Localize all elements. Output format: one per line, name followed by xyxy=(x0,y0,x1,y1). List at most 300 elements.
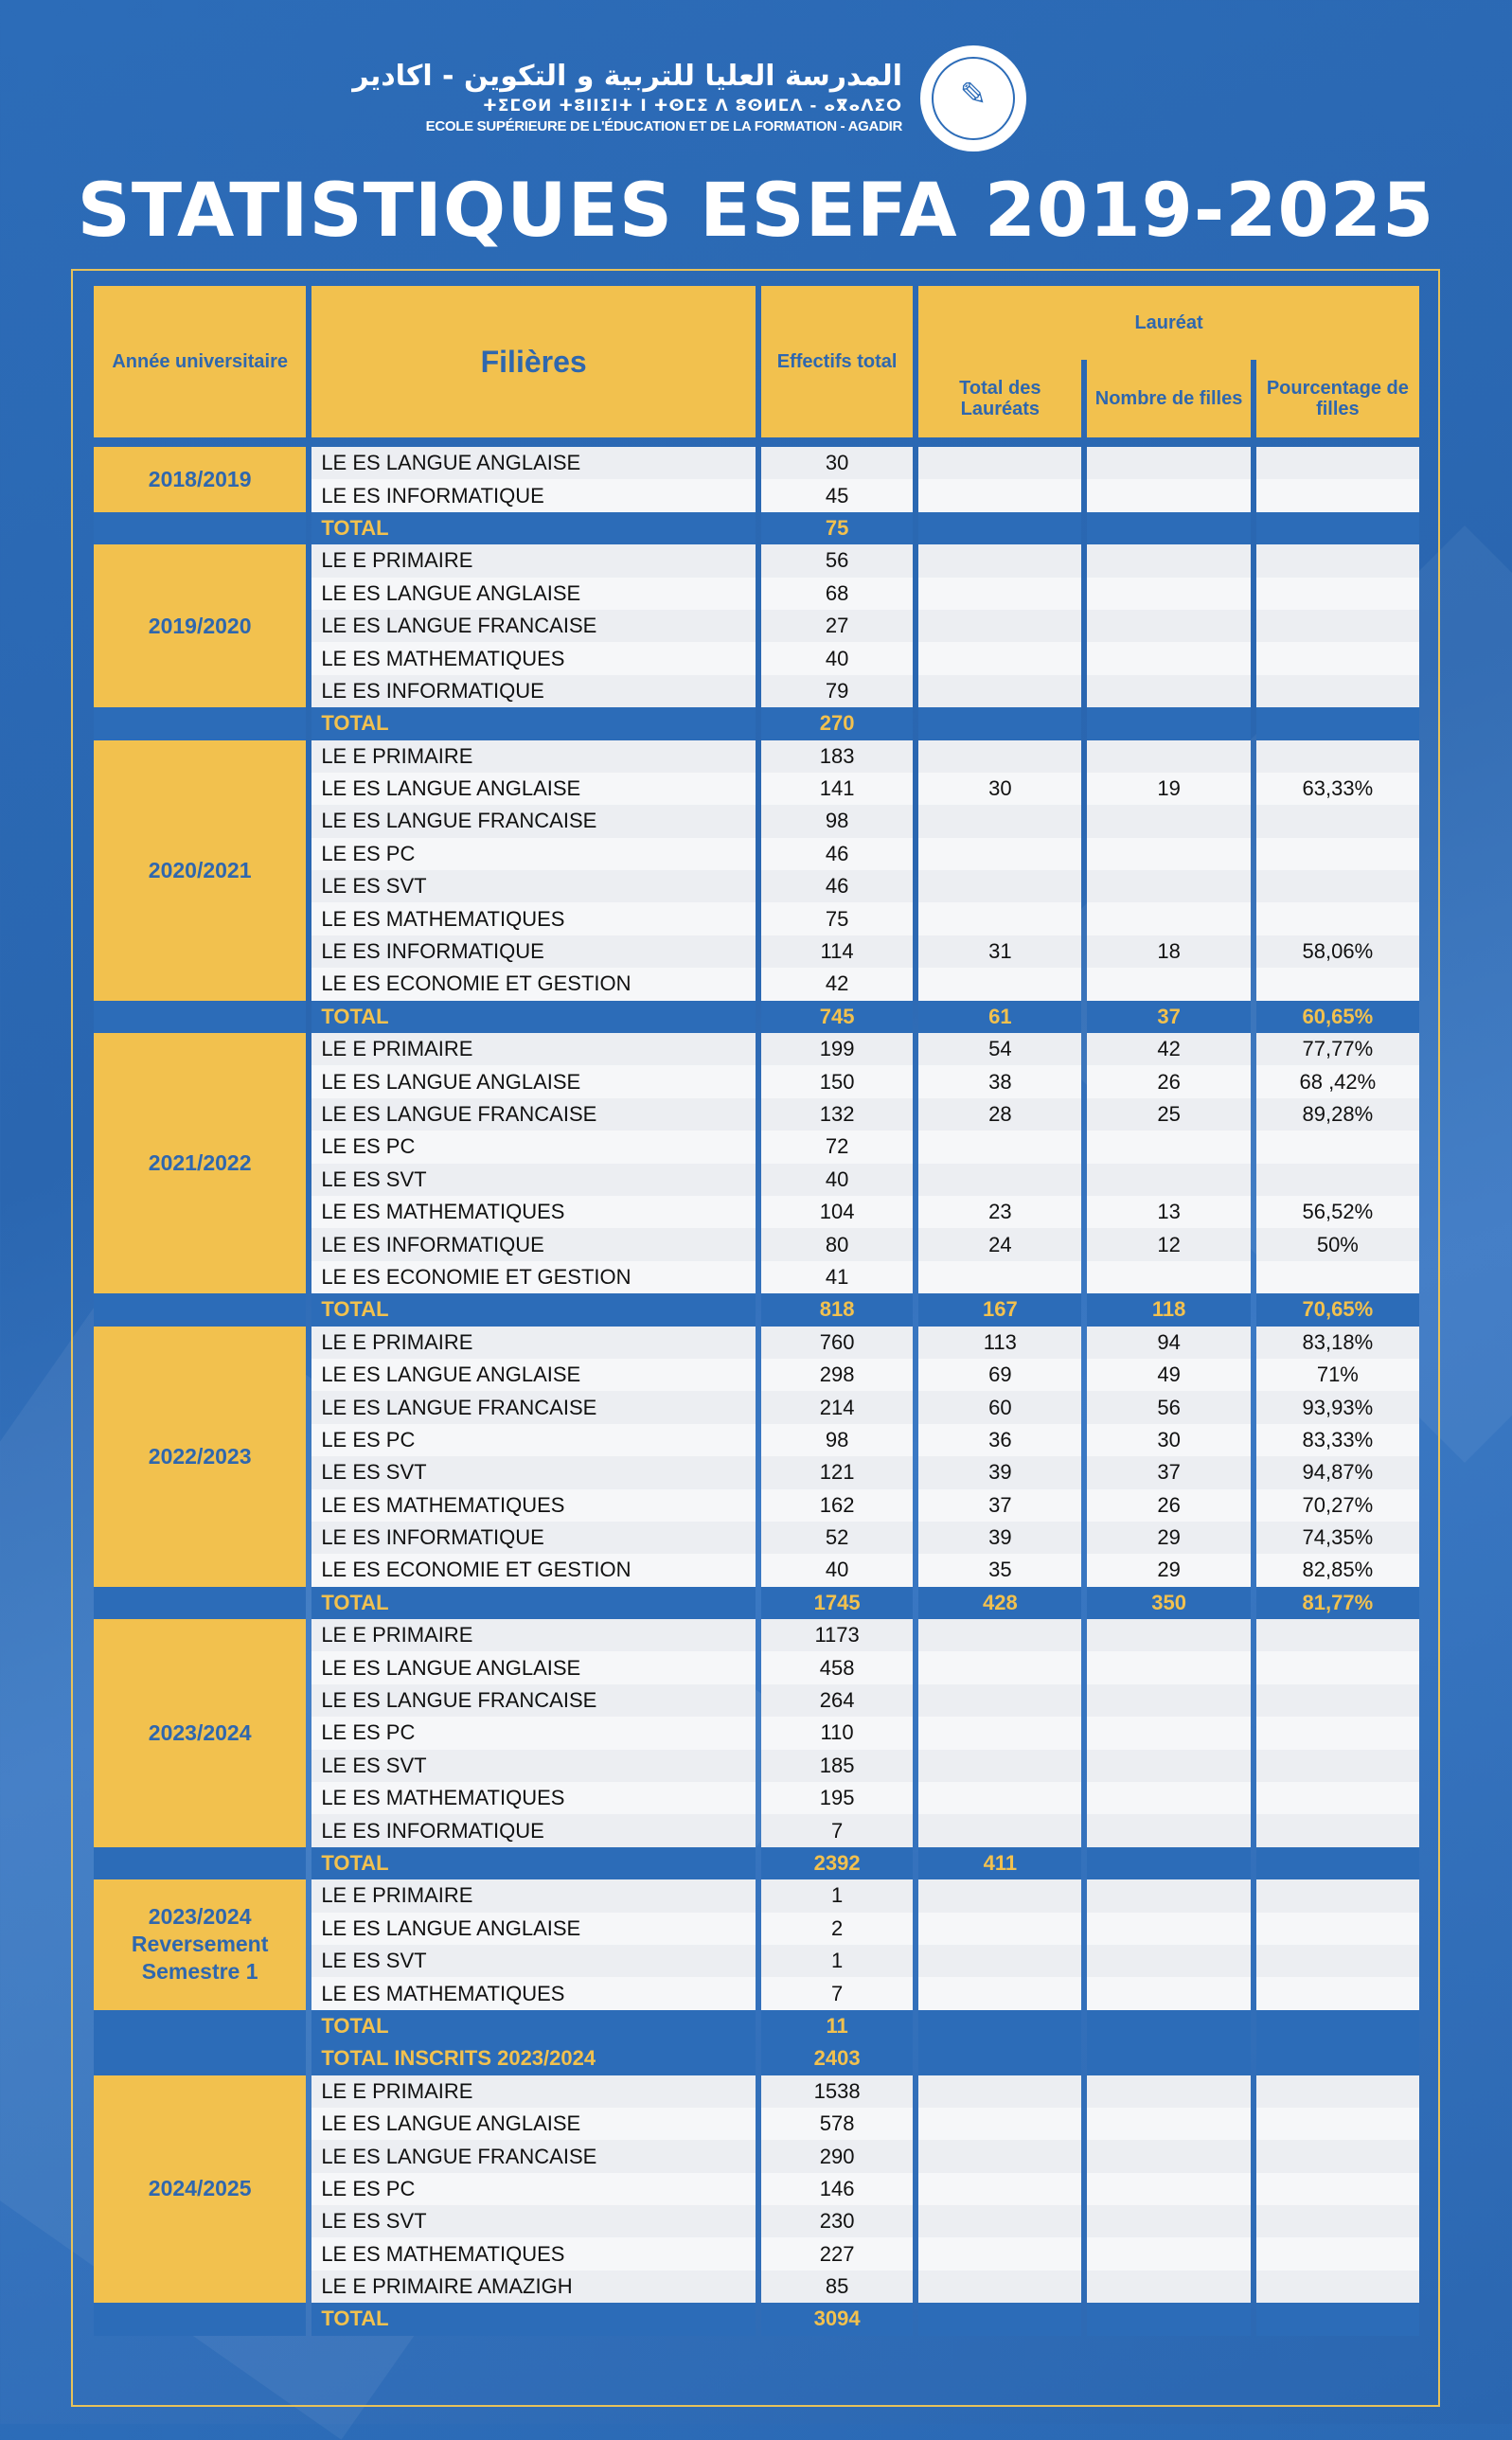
total-laureats xyxy=(918,2042,1081,2075)
laureats-cell xyxy=(918,902,1081,935)
filles-cell xyxy=(1087,1651,1250,1683)
pct-cell xyxy=(1256,1945,1419,1977)
pct-cell xyxy=(1256,2205,1419,2237)
filiere-cell: LE ES SVT xyxy=(311,1164,756,1196)
pct-cell xyxy=(1256,610,1419,642)
effectif-cell: 79 xyxy=(761,675,913,707)
pct-cell xyxy=(1256,2173,1419,2205)
effectif-cell: 185 xyxy=(761,1750,913,1782)
total-filles xyxy=(1087,2042,1250,2075)
filles-cell xyxy=(1087,740,1250,773)
total-filles xyxy=(1087,707,1250,739)
pct-cell: 63,33% xyxy=(1256,773,1419,805)
header-laureat: Lauréat xyxy=(918,286,1419,360)
effectif-cell: 45 xyxy=(761,479,913,511)
laureats-cell: 69 xyxy=(918,1359,1081,1391)
laureats-cell xyxy=(918,610,1081,642)
effectif-cell: 150 xyxy=(761,1065,913,1097)
total-laureats xyxy=(918,707,1081,739)
laureats-cell xyxy=(918,838,1081,870)
effectif-cell: 98 xyxy=(761,1424,913,1456)
filles-cell: 18 xyxy=(1087,935,1250,968)
laureats-cell xyxy=(918,642,1081,674)
year-cell: 2021/2022 xyxy=(94,1033,306,1293)
filles-cell: 42 xyxy=(1087,1033,1250,1065)
total-laureats: 428 xyxy=(918,1587,1081,1619)
school-name-arabic: المدرسة العليا للتربية و التكوين - اكادير xyxy=(352,60,902,93)
filles-cell xyxy=(1087,1619,1250,1651)
pct-cell: 83,18% xyxy=(1256,1327,1419,1359)
effectif-cell: 264 xyxy=(761,1684,913,1717)
total-row xyxy=(94,1001,1419,1033)
filiere-cell: LE ES INFORMATIQUE xyxy=(311,1228,756,1260)
effectif-cell: 227 xyxy=(761,2237,913,2270)
total-row xyxy=(94,512,1419,544)
pct-cell: 58,06% xyxy=(1256,935,1419,968)
total-pct: 60,65% xyxy=(1256,1001,1419,1033)
year-cell: 2024/2025 xyxy=(94,2075,306,2304)
filles-cell xyxy=(1087,2140,1250,2172)
laureats-cell: 54 xyxy=(918,1033,1081,1065)
filles-cell xyxy=(1087,2205,1250,2237)
total-laureats xyxy=(918,2010,1081,2042)
effectif-cell: 146 xyxy=(761,2173,913,2205)
effectif-cell: 183 xyxy=(761,740,913,773)
filles-cell xyxy=(1087,1879,1250,1912)
filiere-cell: LE ES PC xyxy=(311,1131,756,1163)
effectif-cell: 52 xyxy=(761,1522,913,1554)
filles-cell xyxy=(1087,610,1250,642)
laureats-cell xyxy=(918,675,1081,707)
filiere-cell: LE ES LANGUE FRANCAISE xyxy=(311,1098,756,1131)
pct-cell: 77,77% xyxy=(1256,1033,1419,1065)
filiere-cell: LE ES LANGUE ANGLAISE xyxy=(311,1913,756,1945)
laureats-cell xyxy=(918,968,1081,1000)
total-effectif: 75 xyxy=(761,512,913,544)
laureats-cell xyxy=(918,2237,1081,2270)
laureats-cell xyxy=(918,2075,1081,2108)
filles-cell xyxy=(1087,902,1250,935)
laureats-cell: 36 xyxy=(918,1424,1081,1456)
total-laureats: 411 xyxy=(918,1847,1081,1879)
table-row xyxy=(94,447,1419,479)
year-cell: 2020/2021 xyxy=(94,740,306,1001)
pct-cell xyxy=(1256,870,1419,902)
year-cell: 2023/2024 Reversement Semestre 1 xyxy=(94,1879,306,2010)
total-pct xyxy=(1256,2010,1419,2042)
pct-cell: 74,35% xyxy=(1256,1522,1419,1554)
total-effectif: 11 xyxy=(761,2010,913,2042)
university-seal-icon xyxy=(920,45,1026,151)
total-row xyxy=(94,1587,1419,1619)
effectif-cell: 40 xyxy=(761,1164,913,1196)
filiere-cell: LE ES ECONOMIE ET GESTION xyxy=(311,1554,756,1586)
pct-cell: 93,93% xyxy=(1256,1391,1419,1423)
total-effectif: 1745 xyxy=(761,1587,913,1619)
effectif-cell: 75 xyxy=(761,902,913,935)
header-nombre-filles: Nombre de filles xyxy=(1087,360,1250,437)
total-filles xyxy=(1087,2010,1250,2042)
pct-cell: 71% xyxy=(1256,1359,1419,1391)
total-laureats: 167 xyxy=(918,1293,1081,1326)
pct-cell: 82,85% xyxy=(1256,1554,1419,1586)
filiere-cell: LE ES SVT xyxy=(311,2205,756,2237)
effectif-cell: 2 xyxy=(761,1913,913,1945)
total-filles xyxy=(1087,512,1250,544)
effectif-cell: 290 xyxy=(761,2140,913,2172)
total-row xyxy=(94,2042,1419,2075)
effectif-cell: 1 xyxy=(761,1879,913,1912)
filles-cell: 29 xyxy=(1087,1554,1250,1586)
pct-cell xyxy=(1256,2075,1419,2108)
laureats-cell: 31 xyxy=(918,935,1081,968)
total-pct: 70,65% xyxy=(1256,1293,1419,1326)
effectif-cell: 104 xyxy=(761,1196,913,1228)
effectif-cell: 1 xyxy=(761,1945,913,1977)
effectif-cell: 110 xyxy=(761,1717,913,1749)
header-effectifs: Effectifs total xyxy=(761,286,913,437)
filles-cell xyxy=(1087,1684,1250,1717)
pct-cell xyxy=(1256,2237,1419,2270)
filiere-cell: LE ES LANGUE FRANCAISE xyxy=(311,610,756,642)
table-row xyxy=(94,2075,1419,2108)
laureats-cell xyxy=(918,1945,1081,1977)
header xyxy=(0,38,1512,161)
effectif-cell: 46 xyxy=(761,870,913,902)
pct-cell xyxy=(1256,740,1419,773)
total-effectif: 3094 xyxy=(761,2303,913,2335)
total-filles xyxy=(1087,2303,1250,2335)
filiere-cell: LE ES INFORMATIQUE xyxy=(311,675,756,707)
pct-cell: 56,52% xyxy=(1256,1196,1419,1228)
filiere-cell: LE ES INFORMATIQUE xyxy=(311,479,756,511)
pct-cell xyxy=(1256,1261,1419,1293)
effectif-cell: 298 xyxy=(761,1359,913,1391)
effectif-cell: 68 xyxy=(761,578,913,610)
pct-cell xyxy=(1256,968,1419,1000)
filiere-cell: LE ES LANGUE FRANCAISE xyxy=(311,1684,756,1717)
total-effectif: 745 xyxy=(761,1001,913,1033)
filiere-cell: LE E PRIMAIRE xyxy=(311,1879,756,1912)
filles-cell xyxy=(1087,870,1250,902)
effectif-cell: 40 xyxy=(761,1554,913,1586)
total-filles: 350 xyxy=(1087,1587,1250,1619)
total-row xyxy=(94,2303,1419,2335)
filiere-cell: LE E PRIMAIRE AMAZIGH xyxy=(311,2271,756,2303)
filles-cell: 30 xyxy=(1087,1424,1250,1456)
filles-cell: 26 xyxy=(1087,1065,1250,1097)
total-year-spacer xyxy=(94,1293,306,1326)
laureats-cell: 23 xyxy=(918,1196,1081,1228)
filles-cell: 12 xyxy=(1087,1228,1250,1260)
filles-cell xyxy=(1087,1717,1250,1749)
effectif-cell: 30 xyxy=(761,447,913,479)
laureats-cell xyxy=(918,1619,1081,1651)
filles-cell: 49 xyxy=(1087,1359,1250,1391)
effectif-cell: 214 xyxy=(761,1391,913,1423)
school-name-tifinagh: ⵜⵉⵎⵙⵍ ⵜⵓⵏⵏⵉⵏⵜ ⵏ ⵜⵙⵎⵉ ⴷ ⵓⵙⵍⵎⴷ - ⴰⴳⴰⴷⵉⵔ xyxy=(483,97,902,116)
pct-cell xyxy=(1256,805,1419,837)
pct-cell xyxy=(1256,2271,1419,2303)
filles-cell xyxy=(1087,1814,1250,1846)
laureats-cell xyxy=(918,1684,1081,1717)
pct-cell xyxy=(1256,1651,1419,1683)
filiere-cell: LE ES LANGUE FRANCAISE xyxy=(311,805,756,837)
pct-cell: 83,33% xyxy=(1256,1424,1419,1456)
laureats-cell xyxy=(918,740,1081,773)
filiere-cell: LE E PRIMAIRE xyxy=(311,1619,756,1651)
effectif-cell: 230 xyxy=(761,2205,913,2237)
laureats-cell: 39 xyxy=(918,1522,1081,1554)
total-row xyxy=(94,1293,1419,1326)
filiere-cell: LE ES PC xyxy=(311,838,756,870)
filles-cell: 29 xyxy=(1087,1522,1250,1554)
pct-cell xyxy=(1256,1879,1419,1912)
filles-cell xyxy=(1087,642,1250,674)
pct-cell xyxy=(1256,838,1419,870)
total-pct xyxy=(1256,2303,1419,2335)
effectif-cell: 195 xyxy=(761,1782,913,1814)
effectif-cell: 98 xyxy=(761,805,913,837)
effectif-cell: 7 xyxy=(761,1977,913,2009)
laureats-cell xyxy=(918,1977,1081,2009)
filles-cell xyxy=(1087,544,1250,577)
total-row xyxy=(94,707,1419,739)
filles-cell: 56 xyxy=(1087,1391,1250,1423)
filiere-cell: LE ES LANGUE FRANCAISE xyxy=(311,1391,756,1423)
statistics-table xyxy=(88,286,1425,2336)
total-row xyxy=(94,1847,1419,1879)
total-filles: 37 xyxy=(1087,1001,1250,1033)
filles-cell xyxy=(1087,2173,1250,2205)
total-label: TOTAL xyxy=(311,2303,756,2335)
pct-cell: 89,28% xyxy=(1256,1098,1419,1131)
total-label: TOTAL xyxy=(311,512,756,544)
pct-cell xyxy=(1256,2108,1419,2140)
filiere-cell: LE ES LANGUE ANGLAISE xyxy=(311,1065,756,1097)
filles-cell xyxy=(1087,479,1250,511)
filiere-cell: LE E PRIMAIRE xyxy=(311,1327,756,1359)
filles-cell xyxy=(1087,1131,1250,1163)
filles-cell xyxy=(1087,1913,1250,1945)
laureats-cell xyxy=(918,1782,1081,1814)
filles-cell xyxy=(1087,675,1250,707)
filiere-cell: LE ES SVT xyxy=(311,1456,756,1488)
filiere-cell: LE ES MATHEMATIQUES xyxy=(311,902,756,935)
laureats-cell xyxy=(918,578,1081,610)
total-year-spacer xyxy=(94,1847,306,1879)
total-effectif: 2392 xyxy=(761,1847,913,1879)
laureats-cell xyxy=(918,870,1081,902)
effectif-cell: 41 xyxy=(761,1261,913,1293)
laureats-cell xyxy=(918,805,1081,837)
total-label: TOTAL INSCRITS 2023/2024 xyxy=(311,2042,756,2075)
effectif-cell: 458 xyxy=(761,1651,913,1683)
pct-cell xyxy=(1256,1684,1419,1717)
total-pct xyxy=(1256,707,1419,739)
pct-cell xyxy=(1256,1717,1419,1749)
pct-cell xyxy=(1256,1619,1419,1651)
year-cell: 2022/2023 xyxy=(94,1327,306,1587)
laureats-cell xyxy=(918,1717,1081,1749)
effectif-cell: 162 xyxy=(761,1489,913,1522)
filiere-cell: LE ES MATHEMATIQUES xyxy=(311,1196,756,1228)
pct-cell xyxy=(1256,479,1419,511)
table-row xyxy=(94,1879,1419,1912)
pct-cell xyxy=(1256,1913,1419,1945)
filles-cell xyxy=(1087,1261,1250,1293)
filles-cell xyxy=(1087,2075,1250,2108)
seal-mark: ✎ xyxy=(959,76,987,114)
laureats-cell: 113 xyxy=(918,1327,1081,1359)
filles-cell xyxy=(1087,805,1250,837)
laureats-cell xyxy=(918,2108,1081,2140)
laureats-cell xyxy=(918,1814,1081,1846)
pct-cell xyxy=(1256,578,1419,610)
total-label: TOTAL xyxy=(311,2010,756,2042)
filles-cell xyxy=(1087,1977,1250,2009)
table-row xyxy=(94,740,1419,773)
filiere-cell: LE ES MATHEMATIQUES xyxy=(311,1782,756,1814)
filiere-cell: LE ES PC xyxy=(311,1717,756,1749)
filiere-cell: LE ES SVT xyxy=(311,1750,756,1782)
filiere-cell: LE ES MATHEMATIQUES xyxy=(311,1977,756,2009)
effectif-cell: 114 xyxy=(761,935,913,968)
total-pct xyxy=(1256,2042,1419,2075)
filiere-cell: LE ES SVT xyxy=(311,1945,756,1977)
total-label: TOTAL xyxy=(311,1847,756,1879)
filiere-cell: LE ES LANGUE FRANCAISE xyxy=(311,2140,756,2172)
filles-cell xyxy=(1087,838,1250,870)
pct-cell xyxy=(1256,544,1419,577)
total-laureats xyxy=(918,2303,1081,2335)
total-year-spacer xyxy=(94,2010,306,2042)
total-year-spacer xyxy=(94,1587,306,1619)
effectif-cell: 578 xyxy=(761,2108,913,2140)
pct-cell xyxy=(1256,1782,1419,1814)
total-label: TOTAL xyxy=(311,1587,756,1619)
year-cell: 2019/2020 xyxy=(94,544,306,707)
laureats-cell xyxy=(918,2140,1081,2172)
filiere-cell: LE ES ECONOMIE ET GESTION xyxy=(311,968,756,1000)
total-label: TOTAL xyxy=(311,1293,756,1326)
laureats-cell: 28 xyxy=(918,1098,1081,1131)
filiere-cell: LE E PRIMAIRE xyxy=(311,2075,756,2108)
header-annee: Année universitaire xyxy=(94,286,306,437)
laureats-cell xyxy=(918,2271,1081,2303)
effectif-cell: 121 xyxy=(761,1456,913,1488)
filiere-cell: LE ES MATHEMATIQUES xyxy=(311,642,756,674)
table-row xyxy=(94,544,1419,577)
total-label: TOTAL xyxy=(311,707,756,739)
total-effectif: 818 xyxy=(761,1293,913,1326)
pct-cell xyxy=(1256,447,1419,479)
filles-cell xyxy=(1087,578,1250,610)
effectif-cell: 760 xyxy=(761,1327,913,1359)
total-laureats: 61 xyxy=(918,1001,1081,1033)
table-row xyxy=(94,1033,1419,1065)
total-year-spacer xyxy=(94,2042,306,2075)
laureats-cell xyxy=(918,447,1081,479)
pct-cell xyxy=(1256,1131,1419,1163)
filiere-cell: LE ES LANGUE ANGLAISE xyxy=(311,1359,756,1391)
laureats-cell: 35 xyxy=(918,1554,1081,1586)
filiere-cell: LE E PRIMAIRE xyxy=(311,1033,756,1065)
total-year-spacer xyxy=(94,512,306,544)
laureats-cell xyxy=(918,1750,1081,1782)
effectif-cell: 1538 xyxy=(761,2075,913,2108)
filles-cell xyxy=(1087,2271,1250,2303)
filiere-cell: LE ES LANGUE ANGLAISE xyxy=(311,447,756,479)
filles-cell: 25 xyxy=(1087,1098,1250,1131)
header-filieres: Filières xyxy=(311,286,756,437)
pct-cell: 50% xyxy=(1256,1228,1419,1260)
filiere-cell: LE ES MATHEMATIQUES xyxy=(311,1489,756,1522)
pct-cell: 70,27% xyxy=(1256,1489,1419,1522)
filles-cell xyxy=(1087,2237,1250,2270)
pct-cell: 68 ,42% xyxy=(1256,1065,1419,1097)
pct-cell xyxy=(1256,675,1419,707)
filles-cell xyxy=(1087,968,1250,1000)
total-effectif: 270 xyxy=(761,707,913,739)
header-total-laureats: Total des Lauréats xyxy=(918,360,1081,437)
filiere-cell: LE ES LANGUE ANGLAISE xyxy=(311,1651,756,1683)
filiere-cell: LE E PRIMAIRE xyxy=(311,544,756,577)
filles-cell xyxy=(1087,2108,1250,2140)
laureats-cell xyxy=(918,1261,1081,1293)
filiere-cell: LE ES LANGUE ANGLAISE xyxy=(311,2108,756,2140)
filles-cell xyxy=(1087,1945,1250,1977)
laureats-cell: 24 xyxy=(918,1228,1081,1260)
page-title: STATISTIQUES ESEFA 2019-2025 xyxy=(77,169,1435,254)
filles-cell xyxy=(1087,1782,1250,1814)
total-year-spacer xyxy=(94,2303,306,2335)
laureats-cell: 37 xyxy=(918,1489,1081,1522)
filiere-cell: LE ES INFORMATIQUE xyxy=(311,1522,756,1554)
total-pct: 81,77% xyxy=(1256,1587,1419,1619)
pct-cell xyxy=(1256,902,1419,935)
filles-cell: 13 xyxy=(1087,1196,1250,1228)
pct-cell xyxy=(1256,1977,1419,2009)
total-label: TOTAL xyxy=(311,1001,756,1033)
laureats-cell xyxy=(918,1164,1081,1196)
school-logo-text xyxy=(352,59,902,136)
laureats-cell xyxy=(918,544,1081,577)
pct-cell xyxy=(1256,642,1419,674)
effectif-cell: 199 xyxy=(761,1033,913,1065)
effectif-cell: 141 xyxy=(761,773,913,805)
pct-cell xyxy=(1256,2140,1419,2172)
filiere-cell: LE E PRIMAIRE xyxy=(311,740,756,773)
total-filles: 118 xyxy=(1087,1293,1250,1326)
laureats-cell xyxy=(918,1879,1081,1912)
total-year-spacer xyxy=(94,707,306,739)
laureats-cell: 30 xyxy=(918,773,1081,805)
laureats-cell xyxy=(918,2205,1081,2237)
filiere-cell: LE ES INFORMATIQUE xyxy=(311,935,756,968)
laureats-cell: 60 xyxy=(918,1391,1081,1423)
filles-cell xyxy=(1087,447,1250,479)
filles-cell xyxy=(1087,1164,1250,1196)
laureats-cell xyxy=(918,2173,1081,2205)
effectif-cell: 56 xyxy=(761,544,913,577)
table-row xyxy=(94,1619,1419,1651)
laureats-cell: 39 xyxy=(918,1456,1081,1488)
total-filles xyxy=(1087,1847,1250,1879)
filiere-cell: LE ES INFORMATIQUE xyxy=(311,1814,756,1846)
pct-cell xyxy=(1256,1814,1419,1846)
effectif-cell: 7 xyxy=(761,1814,913,1846)
